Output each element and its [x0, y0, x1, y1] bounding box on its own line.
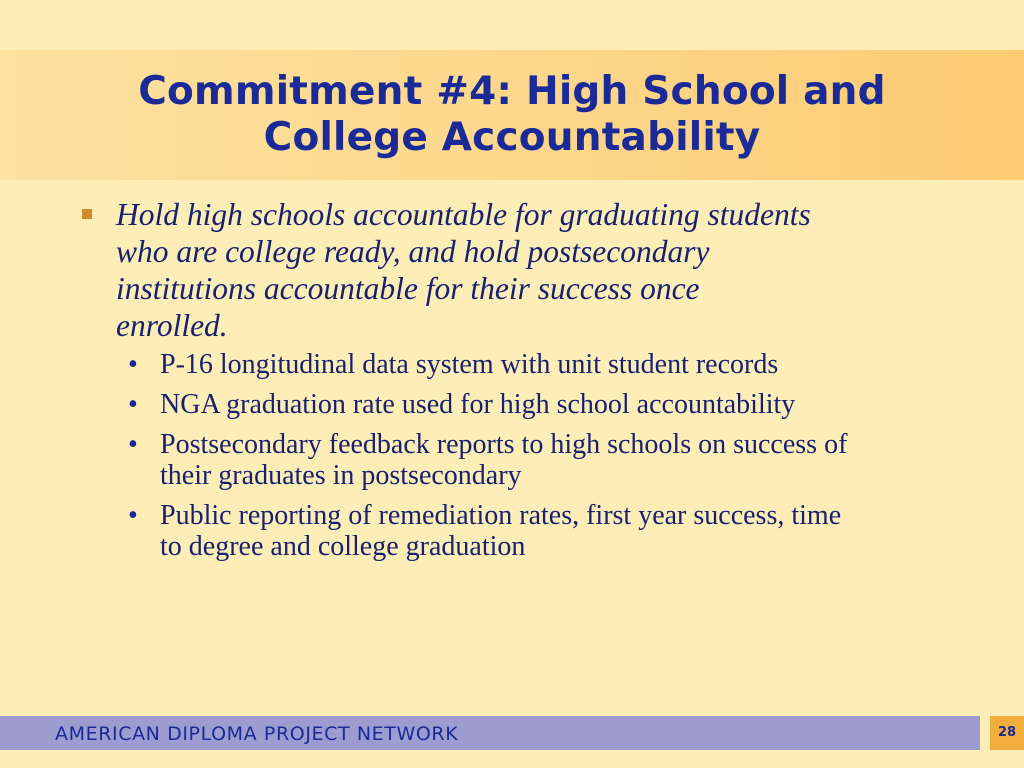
footer-org-name: AMERICAN DIPLOMA PROJECT NETWORK: [55, 723, 459, 745]
sub-bullet-text: Postsecondary feedback reports to high schools on success of their graduates in postsecondary: [160, 429, 848, 491]
square-bullet-icon: [82, 209, 92, 219]
slide-title: [0, 69, 1024, 161]
sub-bullet-item: [126, 349, 866, 380]
round-bullet-icon: •: [128, 349, 138, 380]
sub-bullet-item: [126, 500, 866, 562]
page-number-badge: 28: [990, 716, 1024, 750]
round-bullet-icon: •: [128, 429, 138, 460]
slide-title-line-2: College Accountability: [263, 115, 761, 160]
sub-bullet-item: [126, 429, 866, 491]
round-bullet-icon: •: [128, 500, 138, 531]
sub-bullet-item: [126, 389, 866, 420]
round-bullet-icon: •: [128, 389, 138, 420]
main-bullet-text: Hold high schools accountable for graduating students who are college ready, and hold postsecondary institutions accountable for their success once enrolled.: [116, 197, 811, 343]
sub-bullet-text: P-16 longitudinal data system with unit student records: [160, 349, 779, 380]
slide-title-line-1: Commitment #4: High School and: [138, 69, 886, 114]
sub-bullet-text: Public reporting of remediation rates, first year success, time to degree and college graduation: [160, 500, 842, 562]
main-bullet: [82, 196, 812, 344]
sub-bullet-list: [126, 349, 866, 571]
sub-bullet-text: NGA graduation rate used for high school accountability: [160, 389, 796, 420]
